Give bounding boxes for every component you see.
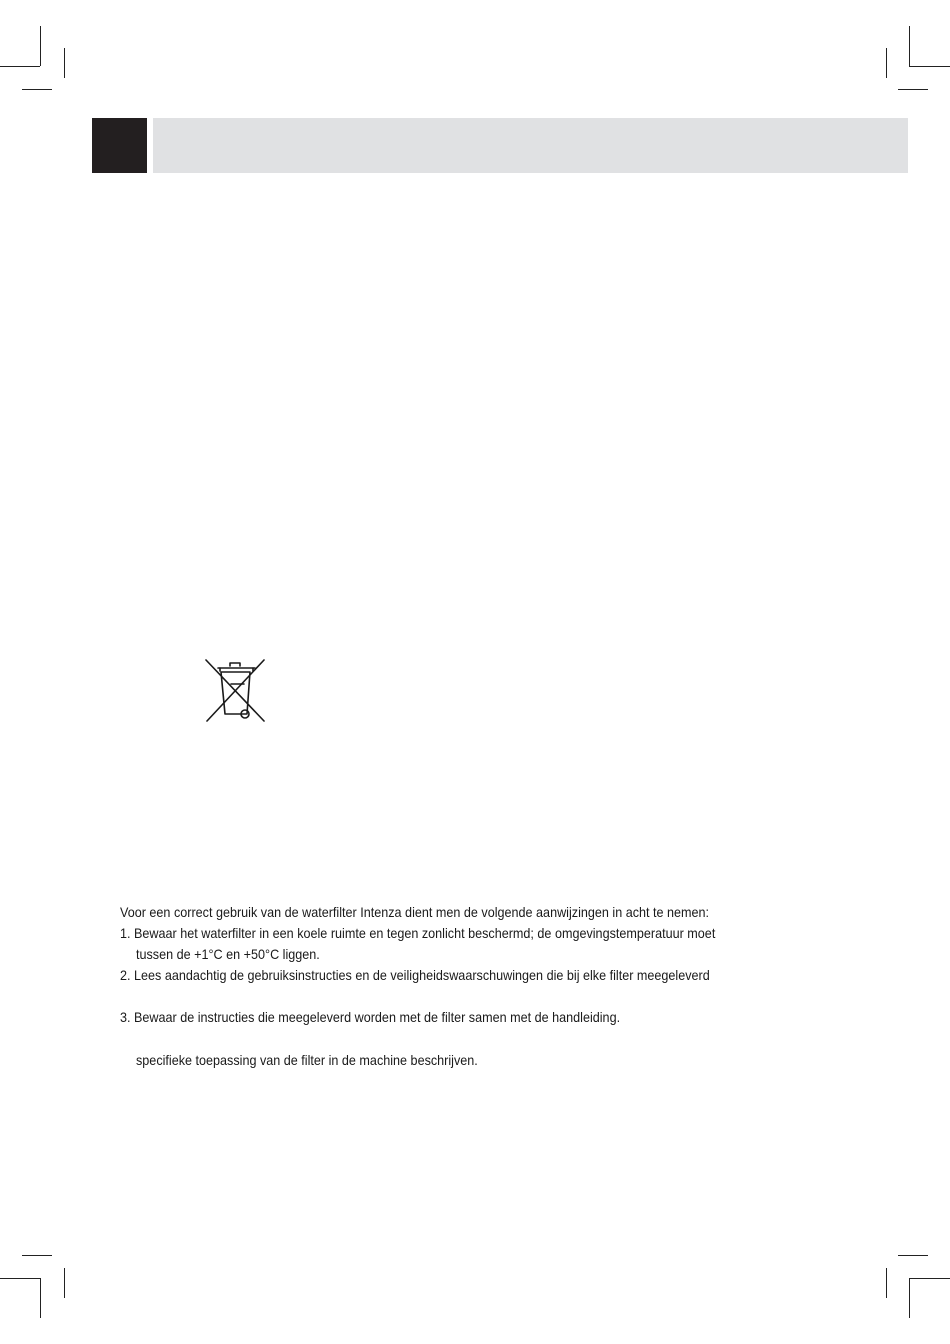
crop-mark — [898, 1255, 928, 1256]
filter-item-2-line-1: 2. Lees aandachtig de gebruiksinstructies en de veiligheidswaarschuwingen die bij elke filter meegeleverd — [120, 967, 710, 983]
filter-item-4-line-2: specifieke toepassing van de filter in de machine beschrijven. — [136, 1052, 478, 1068]
filter-intro-text: Voor een correct gebruik van de waterfilter Intenza dient men de volgende aanwijzingen in acht te nemen: — [120, 904, 710, 920]
crop-mark — [886, 1268, 887, 1298]
crop-mark — [22, 1255, 52, 1256]
crop-mark — [64, 48, 65, 78]
crop-mark — [0, 1278, 40, 1279]
crop-mark — [0, 66, 40, 67]
crop-mark — [909, 1278, 950, 1279]
crop-mark — [909, 1278, 910, 1318]
crop-mark — [909, 66, 950, 67]
filter-item-3-line-1: 3. Bewaar de instructies die meegeleverd worden met de filter samen met de handleiding. — [120, 1009, 621, 1025]
crop-mark — [886, 48, 887, 78]
crop-mark — [898, 89, 928, 90]
section-number-block — [92, 118, 147, 173]
section-title-band — [153, 118, 908, 173]
filter-item-1-line-2: tussen de +1°C en +50°C liggen. — [136, 946, 320, 962]
crop-mark — [22, 89, 52, 90]
crop-mark — [909, 26, 910, 66]
crop-mark — [40, 26, 41, 66]
crop-mark — [40, 1278, 41, 1318]
filter-item-1-line-1: 1. Bewaar het waterfilter in een koele ruimte en tegen zonlicht beschermd; de omgevingstemperatuur moet — [120, 925, 716, 941]
crop-mark — [64, 1268, 65, 1298]
crossed-out-wheelie-bin-icon — [202, 656, 268, 724]
